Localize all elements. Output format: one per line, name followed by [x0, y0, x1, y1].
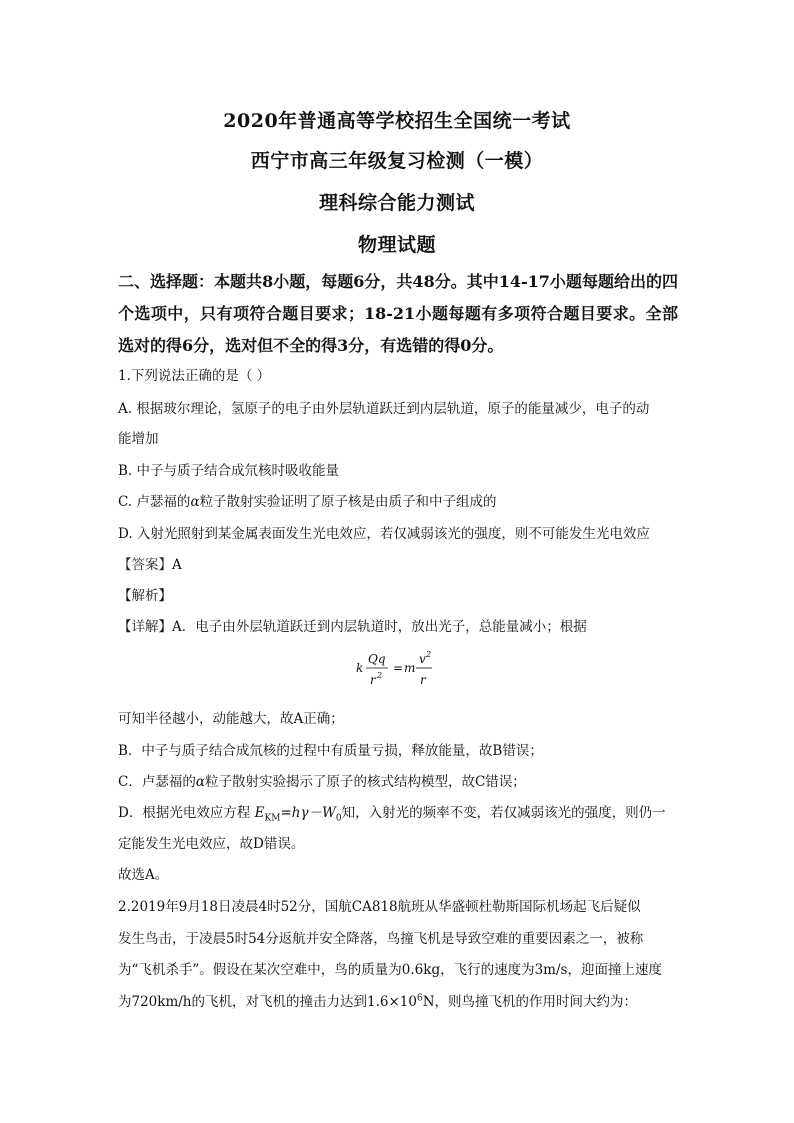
formula-m: m [404, 661, 416, 675]
option-c-prefix: C. 卢瑟福的 [118, 494, 191, 510]
detail-line [118, 615, 587, 635]
formula-r-exp: 2 [377, 671, 383, 680]
exp-c-prefix: C．卢瑟福的 [118, 774, 196, 790]
analysis-label: 【解析】 [118, 588, 172, 604]
q2-exponent: 6 [416, 993, 423, 1004]
question-1-option-b: B. 中子与质子结合成氘核时吸收能量 [118, 463, 340, 479]
q2-line4-suffix: N，则鸟撞飞机的作用时间大约为： [422, 994, 637, 1010]
exp-d-prefix: D．根据光电效应方程 [118, 805, 255, 821]
answer-label: 【答案】 [118, 557, 172, 573]
exp-c-suffix: 粒子散射实验揭示了原子的核式结构模型，故C错误； [204, 774, 526, 790]
exp-d-e: E [254, 805, 265, 821]
detail-text: A．电子由外层轨道跃迁到内层轨道时，放出光子，总能量减小；根据 [172, 619, 587, 635]
q2-line4-prefix: 为720km/h的飞机，对飞机的撞击力达到1.6×10 [118, 994, 417, 1010]
formula-qq: Qq [368, 652, 386, 666]
alpha-symbol: α [190, 494, 200, 510]
alpha-symbol-2: α [195, 774, 205, 790]
exp-d-mid: =hγ－W [280, 805, 336, 821]
exp-d-km: KM [264, 813, 281, 824]
explanation-d [118, 801, 666, 824]
question-2-line-4 [118, 990, 637, 1010]
explanation-a: 可知半径越小，动能越大，故A正确； [118, 711, 344, 727]
option-c-suffix: 粒子散射实验证明了原子核是由质子和中子组成的 [199, 494, 497, 510]
exp-d-suffix: 知，入射光的频率不变，若仅减弱该光的强度，则仍一 [341, 805, 666, 821]
question-1-option-c [118, 490, 497, 510]
answer-value: A [172, 557, 182, 573]
question-2-line-3: 为“飞机杀手”。假设在某次空难中，鸟的质量为0.6kg，飞行的速度为3m/s，迎面撞上速度 [118, 962, 662, 978]
explanation-b: B．中子与质子结合成氘核的过程中有质量亏损，释放能量，故B错误； [118, 743, 543, 759]
question-1-stem: 1.下列说法正确的是（ ） [118, 368, 271, 384]
question-1-option-a-cont: 能增加 [118, 431, 159, 447]
formula-r: r [370, 673, 376, 687]
question-2-line-1: 2.2019年9月18日凌晨4时52分，国航CA818航班从华盛顿杜勒斯国际机场起飞后疑似 [118, 899, 641, 915]
formula-equals: = [393, 661, 404, 675]
exp-d-zero: 0 [335, 813, 342, 824]
formula-v: v [419, 652, 426, 666]
coulomb-formula [356, 648, 446, 692]
question-2-line-2: 发生鸟击，于凌晨5时54分返航并安全降落，鸟撞飞机是导致空难的重要因素之一，被称 [118, 931, 644, 947]
answer-line [118, 553, 182, 573]
explanation-c [118, 770, 526, 790]
exam-paper-name: 理科综合能力测试 [318, 192, 475, 214]
subject-title: 物理试题 [357, 234, 436, 256]
detail-label: 【详解】 [118, 619, 172, 635]
section-instructions: 二、选择题：本题共8小题，每题6分，共48分。其中14-17小题每题给出的四个选项中，只有项符合题目要求；18-21小题每题有多项符合题目要求。全部选对的得6分，选对但不全的得3分，有选错的得0分。 [118, 272, 678, 355]
exam-subtitle: 西宁市高三年级复习检测（一模） [250, 150, 544, 172]
question-1-option-a: A. 根据玻尔理论，氢原子的电子由外层轨道跃迁到内层轨道，原子的能量减少，电子的动 [118, 401, 650, 417]
conclusion: 故选A。 [118, 867, 169, 883]
formula-r-right: r [420, 673, 426, 687]
formula-v-exp: 2 [426, 650, 432, 659]
formula-k: k [356, 661, 364, 675]
question-1-option-d: D. 入射光照射到某金属表面发生光电效应，若仅减弱该光的强度，则不可能发生光电效应 [118, 526, 650, 542]
exam-title: 2020年普通高等学校招生全国统一考试 [223, 110, 571, 132]
explanation-d-cont: 定能发生光电效应，故D错误。 [118, 836, 305, 852]
